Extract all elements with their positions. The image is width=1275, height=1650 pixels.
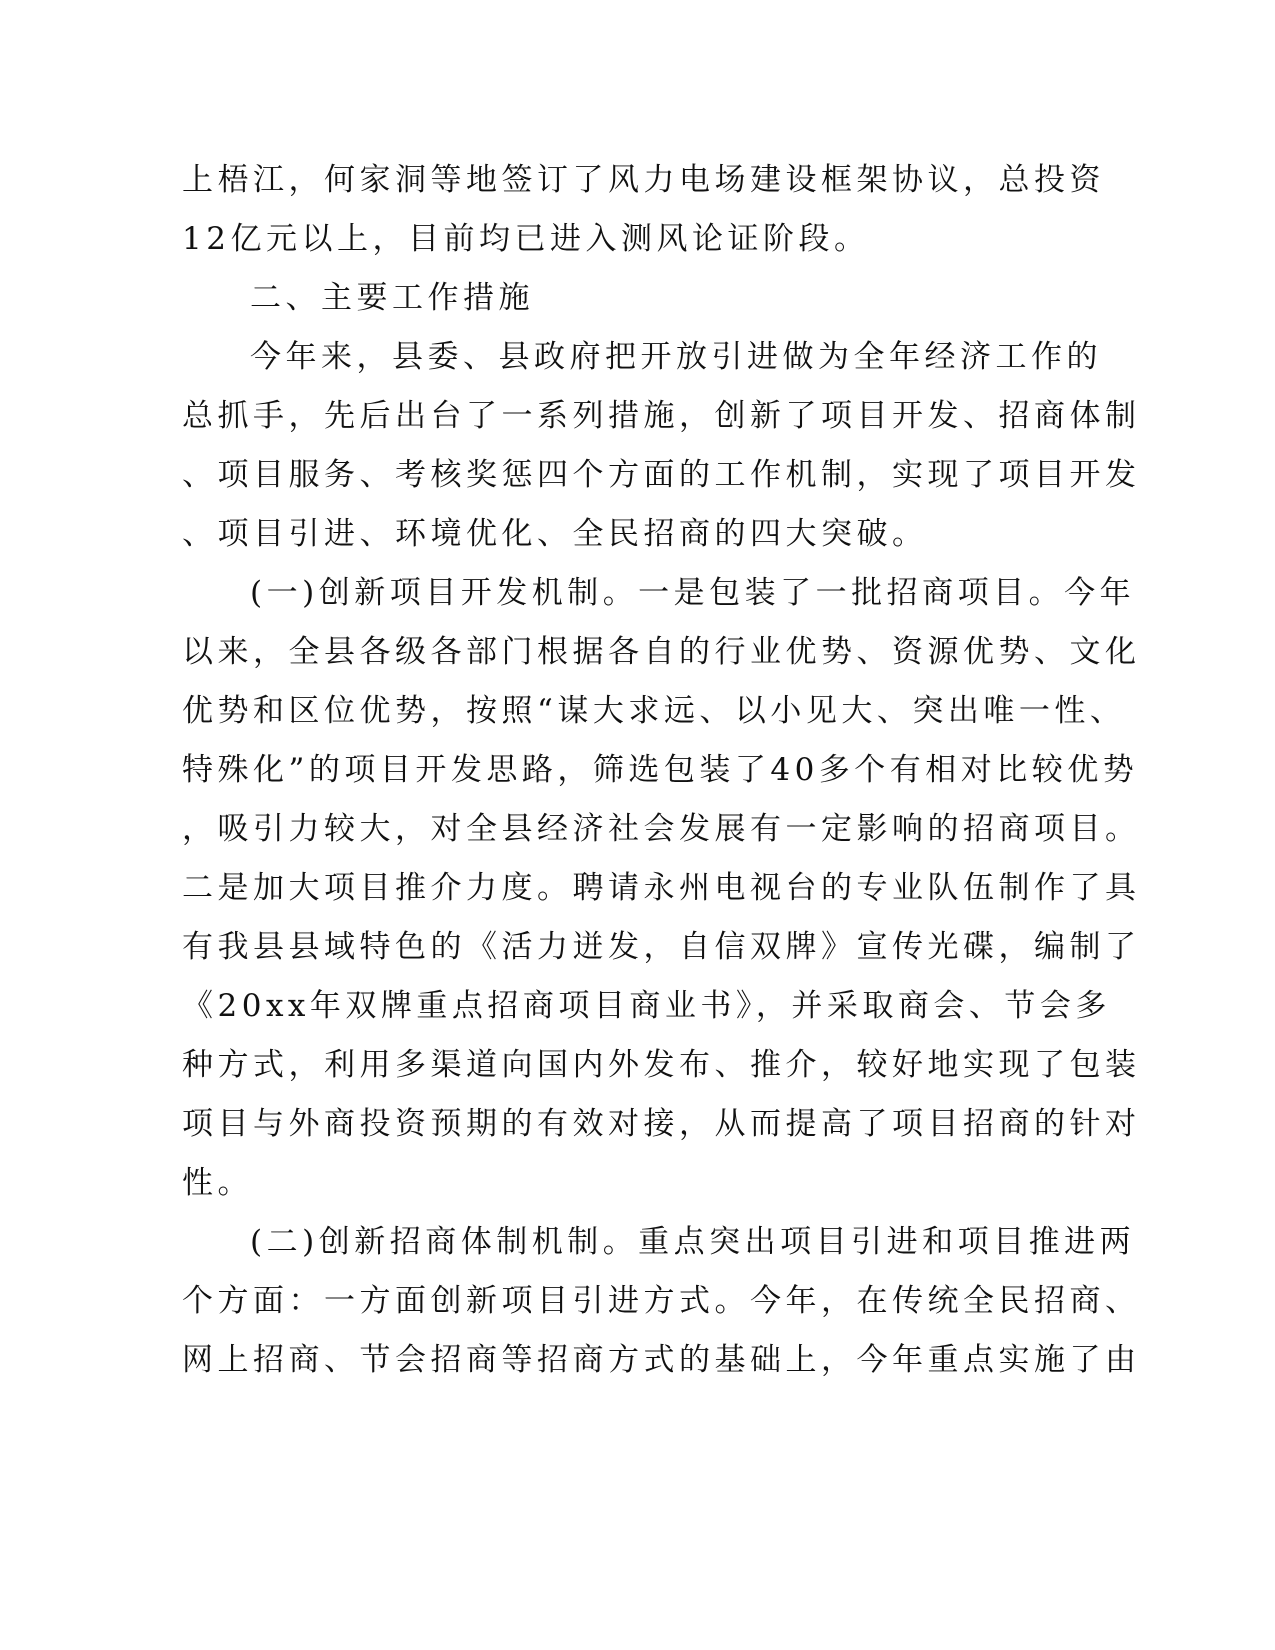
text-line: 《20xx年双牌重点招商项目商业书》，并采取商会、节会多 — [182, 988, 1111, 1024]
text-line: 种方式，利用多渠道向国内外发布、推介，较好地实现了包装 — [182, 1047, 1141, 1083]
text-line: 优势和区位优势，按照“谋大求远、以小见大、突出唯一性、 — [182, 693, 1126, 729]
text-line: 个方面：一方面创新项目引进方式。今年，在传统全民招商、 — [182, 1283, 1141, 1319]
text-line: 、项目服务、考核奖惩四个方面的工作机制，实现了项目开发 — [182, 457, 1141, 493]
text-line: 项目与外商投资预期的有效对接，从而提高了项目招商的针对 — [182, 1106, 1141, 1142]
text-line: (二)创新招商体制机制。重点突出项目引进和项目推进两 — [250, 1224, 1136, 1260]
text-line: 今年来，县委、县政府把开放引进做为全年经济工作的 — [250, 339, 1102, 375]
text-line: 上梧江，何家洞等地签订了风力电场建设框架协议，总投资 — [182, 162, 1105, 198]
text-line: 有我县县域特色的《活力迸发，自信双牌》宣传光碟，编制了 — [182, 929, 1141, 965]
text-line: 二是加大项目推介力度。聘请永州电视台的专业队伍制作了具 — [182, 870, 1141, 906]
text-line: 特殊化”的项目开发思路，筛选包装了40多个有相对比较优势 — [182, 752, 1139, 788]
text-line: 、项目引进、环境优化、全民招商的四大突破。 — [182, 516, 928, 552]
text-line: 12亿元以上，目前均已进入测风论证阶段。 — [182, 221, 870, 257]
text-line: 网上招商、节会招商等招商方式的基础上，今年重点实施了由 — [182, 1342, 1141, 1378]
text-line: (一)创新项目开发机制。一是包装了一批招商项目。今年 — [250, 575, 1136, 611]
text-line: ，吸引力较大，对全县经济社会发展有一定影响的招商项目。 — [182, 811, 1141, 847]
text-line: 以来，全县各级各部门根据各自的行业优势、资源优势、文化 — [182, 634, 1141, 670]
text-line: 总抓手，先后出台了一系列措施，创新了项目开发、招商体制 — [182, 398, 1141, 434]
text-line: 性。 — [182, 1165, 253, 1201]
section-heading: 二、主要工作措施 — [250, 280, 534, 316]
